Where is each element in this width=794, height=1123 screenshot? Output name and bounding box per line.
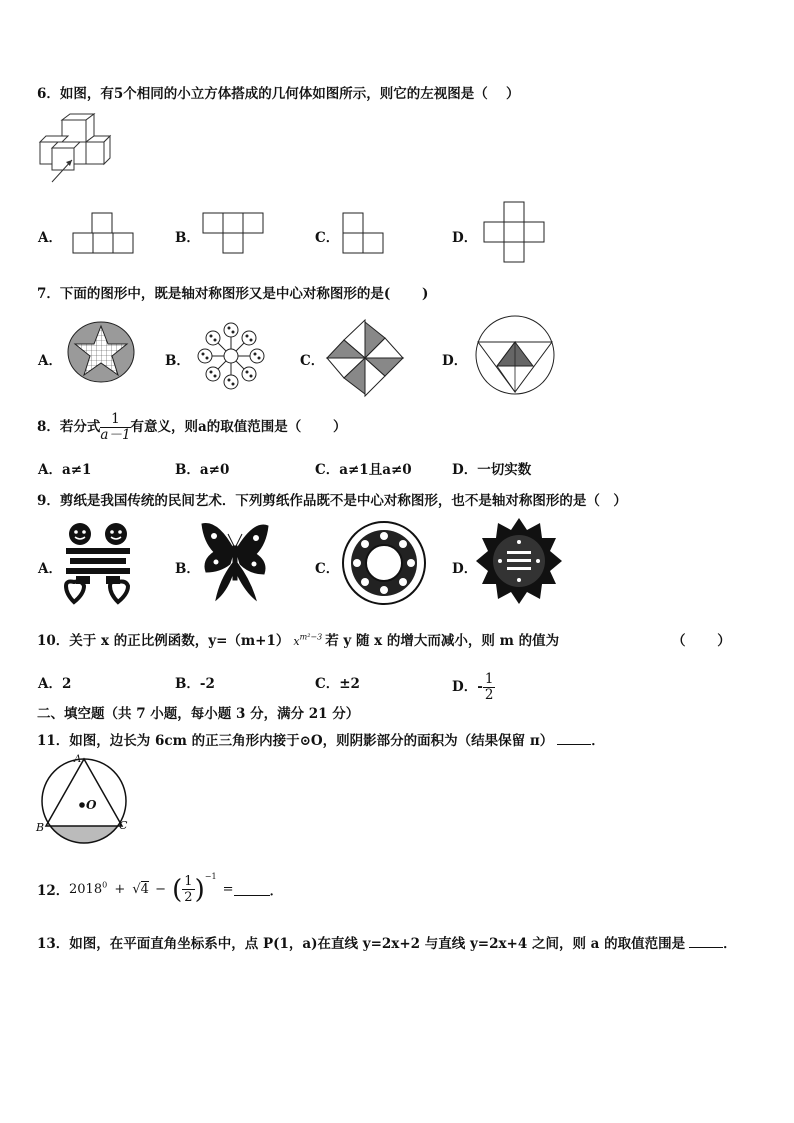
- q10-stem: [37, 629, 559, 649]
- q12-plus: +: [114, 882, 126, 897]
- q6-option-c[interactable]: C．: [315, 230, 340, 246]
- q9-option-b[interactable]: B．: [175, 561, 200, 577]
- q7-option-d-circle-triangle-figure: [474, 314, 556, 396]
- q11-stem: [37, 729, 605, 749]
- q13-end-mark: ．: [723, 936, 737, 952]
- q6-stem: 6．如图，有5个相同的小立方体搭成的几何体如图所示，则它的左视图是（ ）: [37, 86, 520, 102]
- q10-option-d-fraction: [483, 672, 496, 703]
- q12-sqrt: √4: [132, 882, 149, 897]
- q13-answer-blank[interactable]: [689, 935, 723, 948]
- q12-negative-exponent: −1: [204, 872, 217, 881]
- q7-option-a-star-figure: [66, 320, 136, 384]
- q7-option-c-pinwheel-figure: [322, 318, 408, 398]
- q9-option-a-double-happiness-figure: [62, 520, 134, 604]
- q7-stem: 7．下面的图形中，既是轴对称图形又是中心对称图形的是( ): [37, 286, 429, 302]
- q9-option-b-butterfly-figure: [198, 520, 272, 604]
- q12-end-mark: ．: [269, 884, 283, 899]
- q12-minus: −: [155, 882, 166, 897]
- q9-option-d[interactable]: D．: [452, 561, 478, 577]
- q8-option-a[interactable]: A．a≠1: [38, 462, 92, 478]
- q10-power-base: x: [293, 635, 300, 648]
- q10-suffix: 若 y 随 x 的增大而减小，则 m 的值为: [325, 633, 560, 649]
- q6-cubes-figure: [38, 112, 110, 184]
- q6-option-d-figure: [483, 201, 545, 263]
- q9-option-d-sun-paper-cut-figure: [476, 518, 562, 604]
- q10-option-a[interactable]: A．2: [38, 676, 72, 692]
- q13-text: 13．如图，在平面直角坐标系中，点 P(1，a)在直线 y=2x+2 与直线 y=2x+4 之间，则 a 的取值范围是: [37, 936, 686, 952]
- q11-label-c: C: [119, 819, 128, 832]
- q12-sqrt-radicand: 4: [140, 882, 149, 897]
- q11-answer-blank[interactable]: [557, 732, 591, 745]
- q12-label: 12．: [37, 883, 70, 899]
- q12-answer-blank[interactable]: [234, 883, 270, 896]
- q10-prefix: 10．关于 x 的正比例函数，y=（m+1）: [37, 633, 290, 649]
- q12-half-numerator: 1: [184, 874, 193, 889]
- q11-label-b: B: [36, 821, 45, 834]
- q12-right-paren: ): [194, 874, 205, 905]
- q10-option-d-numerator: 1: [484, 671, 494, 687]
- q8-stem: [37, 412, 347, 443]
- q8-suffix: 有意义，则a的取值范围是（ ）: [130, 419, 347, 435]
- q6-option-a[interactable]: A．: [38, 230, 62, 246]
- q11-label-a: A: [74, 754, 82, 765]
- q7-option-b[interactable]: B．: [165, 353, 190, 369]
- q12-left-paren: (: [172, 874, 183, 905]
- q10-power-exponent: m²−3: [299, 632, 323, 642]
- section-2-heading: 二、填空题（共 7 小题，每小题 3 分，满分 21 分）: [37, 706, 360, 722]
- q12-base: 2018: [69, 882, 103, 897]
- q6-option-a-figure: [72, 212, 134, 254]
- q10-option-d-label: D．-: [452, 679, 483, 695]
- q10-option-d[interactable]: [452, 672, 495, 703]
- q11-end-mark: ．: [591, 733, 605, 749]
- q10-option-d-denominator: 2: [484, 687, 494, 703]
- q7-option-a[interactable]: A．: [38, 353, 62, 369]
- q8-option-b[interactable]: B．a≠0: [175, 462, 230, 478]
- q12-zero-exponent: 0: [102, 880, 108, 890]
- q7-option-b-flower-figure: [196, 322, 266, 390]
- q6-option-c-figure: [342, 212, 384, 254]
- q8-fraction-denominator: a－1: [100, 427, 131, 443]
- q13-stem: [37, 932, 737, 952]
- q12-half-denominator: 2: [184, 890, 193, 905]
- q8-fraction: [100, 412, 130, 443]
- q11-label-o: O: [86, 798, 97, 812]
- q10-option-c[interactable]: C．±2: [315, 676, 360, 692]
- q9-option-c-round-paper-cut-figure: [341, 520, 427, 606]
- q9-stem: 9．剪纸是我国传统的民间艺术．下列剪纸作品既不是中心对称图形，也不是轴对称图形的是（ ）: [37, 493, 627, 509]
- q10-option-b[interactable]: B．-2: [175, 676, 215, 692]
- q9-option-c[interactable]: C．: [315, 561, 340, 577]
- q8-prefix: 8．若分式: [37, 419, 101, 435]
- q11-text: 11．如图，边长为 6cm 的正三角形内接于⊙O，则阴影部分的面积为（结果保留 π）: [37, 733, 554, 749]
- q8-fraction-numerator: 1: [100, 412, 130, 428]
- q7-option-d[interactable]: D．: [442, 353, 468, 369]
- q6-option-d[interactable]: D．: [452, 230, 478, 246]
- q12-expression: [69, 872, 283, 906]
- q8-option-d[interactable]: D．一切实数: [452, 462, 532, 478]
- q12-half-fraction: [182, 874, 194, 905]
- q8-option-c[interactable]: C．a≠1且a≠0: [315, 462, 412, 478]
- q10-answer-paren: （ ）: [672, 633, 731, 649]
- q6-option-b[interactable]: B．: [175, 230, 200, 246]
- q12-equals: =: [222, 882, 234, 897]
- q9-option-a[interactable]: A．: [38, 561, 62, 577]
- q11-inscribed-triangle-figure: [36, 754, 134, 850]
- q6-option-b-figure: [202, 212, 264, 254]
- q7-option-c[interactable]: C．: [300, 353, 325, 369]
